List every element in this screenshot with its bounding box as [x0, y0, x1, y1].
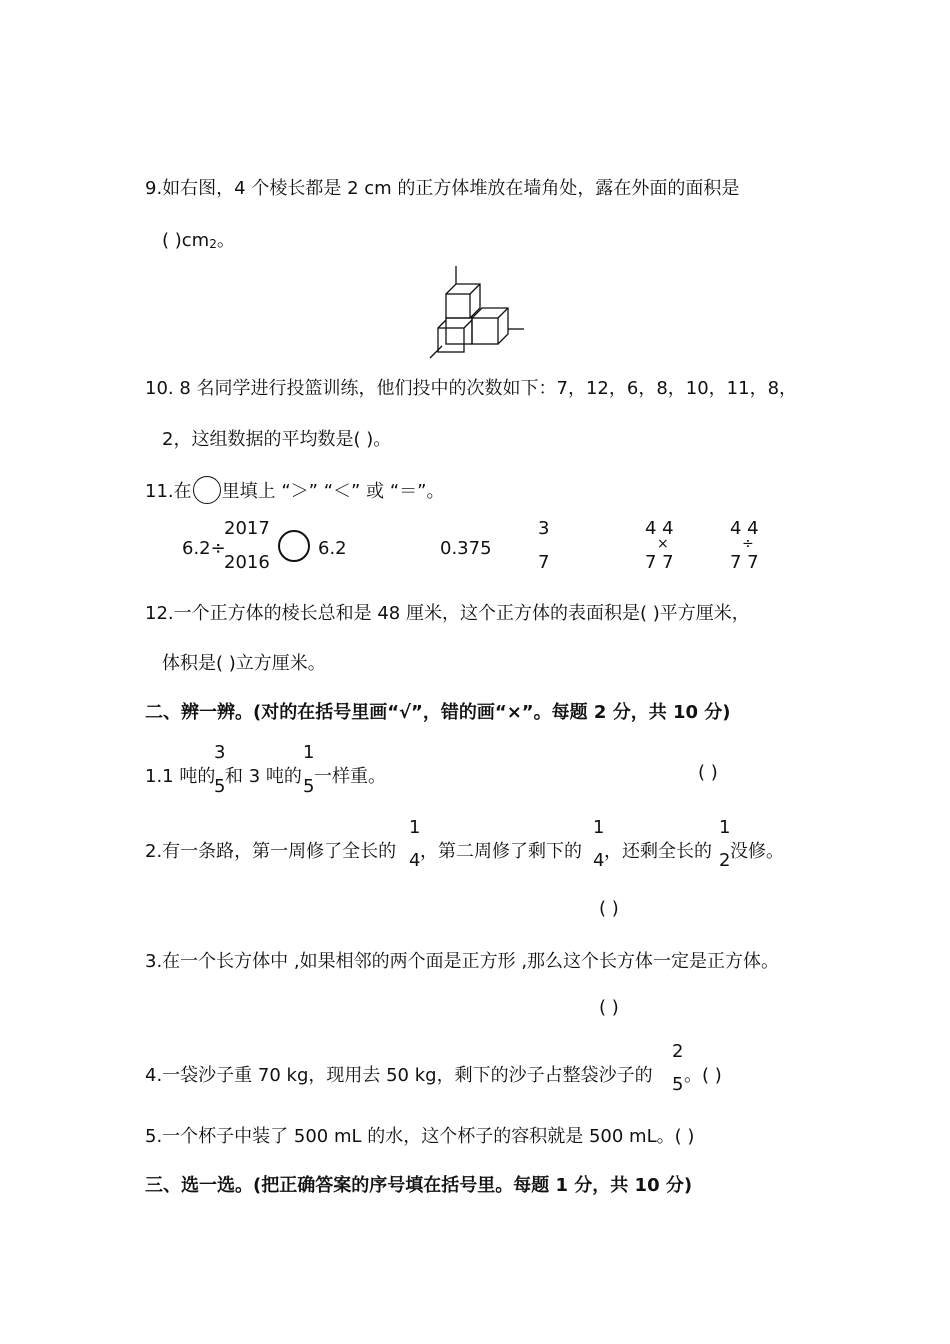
q11-expr3-numerators: 4 4 — [645, 518, 674, 539]
q11-expr2-numerator: 3 — [538, 518, 550, 539]
s2-item2-frac1-den: 4 — [409, 850, 421, 871]
s2-item2-post: 没修。 — [730, 841, 784, 862]
stacked-cubes-figure — [420, 262, 535, 364]
s2-item2-frac2-den: 4 — [593, 850, 605, 871]
q11-expr3-denominators: 7 7 — [645, 552, 674, 573]
q9-answer-blank: ( )cm — [162, 230, 210, 251]
s2-item1-post: 一样重。 — [314, 766, 386, 787]
s2-item1-frac1-den: 5 — [214, 776, 226, 797]
s2-item2-pre: 2.有一条路，第一周修了全长的 — [145, 841, 397, 862]
q11-title-post: 里填上 “＞” “＜” 或 “＝”。 — [221, 481, 445, 502]
compare-circle-icon — [193, 476, 221, 504]
s2-item1-frac1-num: 3 — [214, 742, 226, 763]
s2-item2-frac3-den: 2 — [719, 850, 731, 871]
q9-unit-subscript: 2 — [209, 237, 217, 251]
s2-item1-frac2-num: 1 — [303, 742, 315, 763]
q11-expr1-denominator: 2016 — [224, 552, 270, 573]
q11-expr1-numerator: 2017 — [224, 518, 270, 539]
s2-item3-answer[interactable]: ( ) — [599, 997, 619, 1018]
s2-item1-mid: 和 3 吨的 — [225, 766, 302, 787]
s2-item2-mid: ，第二周修了剩下的 — [420, 841, 582, 862]
q9-line2 — [162, 226, 235, 252]
s2-item3: 3.在一个长方体中 ,如果相邻的两个面是正方形 ,那么这个长方体一定是正方体。 — [145, 951, 780, 972]
s2-item2-frac1-num: 1 — [409, 817, 421, 838]
s2-item1-pre: 1.1 吨的 — [145, 766, 216, 787]
q11-expr4-numerators: 4 4 — [730, 518, 759, 539]
q11-expr2-denominator: 7 — [538, 552, 550, 573]
q11-title-pre: 11.在 — [145, 481, 192, 502]
q11-expr1-left: 6.2÷ — [182, 538, 226, 559]
compare-circle-1[interactable] — [278, 530, 310, 562]
section2-heading: 二、辨一辨。(对的在括号里画“√”，错的画“×”。每题 2 分，共 10 分) — [145, 702, 731, 723]
q11-expr4-denominators: 7 7 — [730, 552, 759, 573]
s2-item1-answer[interactable]: ( ) — [698, 762, 718, 783]
q11-expr1-right: 6.2 — [318, 538, 347, 559]
s2-item2-frac2-num: 1 — [593, 817, 605, 838]
q9-line1: 9.如右图，4 个棱长都是 2 cm 的正方体堆放在墙角处，露在外面的面积是 — [145, 178, 740, 199]
s2-item4-answer[interactable]: 。( ) — [684, 1065, 722, 1086]
s2-item2-answer[interactable]: ( ) — [599, 898, 619, 919]
section3-heading: 三、选一选。(把正确答案的序号填在括号里。每题 1 分，共 10 分) — [145, 1175, 693, 1196]
q12-line2: 体积是( )立方厘米。 — [162, 653, 326, 674]
q9-period: 。 — [216, 230, 235, 251]
s2-item4-frac-num: 2 — [672, 1041, 684, 1062]
s2-item2-mid2: ，还剩全长的 — [604, 841, 712, 862]
s2-item2-frac3-num: 1 — [719, 817, 731, 838]
q10-line2: 2，这组数据的平均数是( )。 — [162, 429, 392, 450]
q11-expr4-operator: ÷ — [742, 536, 754, 552]
s2-item4-pre: 4.一袋沙子重 70 kg，现用去 50 kg，剩下的沙子占整袋沙子的 — [145, 1065, 653, 1086]
q11-expr3-operator: × — [657, 536, 669, 552]
s2-item5: 5.一个杯子中装了 500 mL 的水，这个杯子的容积就是 500 mL。( ) — [145, 1126, 695, 1147]
q12-line1: 12.一个正方体的棱长总和是 48 厘米，这个正方体的表面积是( )平方厘米， — [145, 603, 750, 624]
q10-line1: 10. 8 名同学进行投篮训练，他们投中的次数如下：7，12，6，8，10，11，8， — [145, 378, 798, 399]
q11-expr2-left: 0.375 — [440, 538, 492, 559]
s2-item1-frac2-den: 5 — [303, 776, 315, 797]
s2-item4-frac-den: 5 — [672, 1074, 684, 1095]
q11-title — [145, 477, 444, 504]
